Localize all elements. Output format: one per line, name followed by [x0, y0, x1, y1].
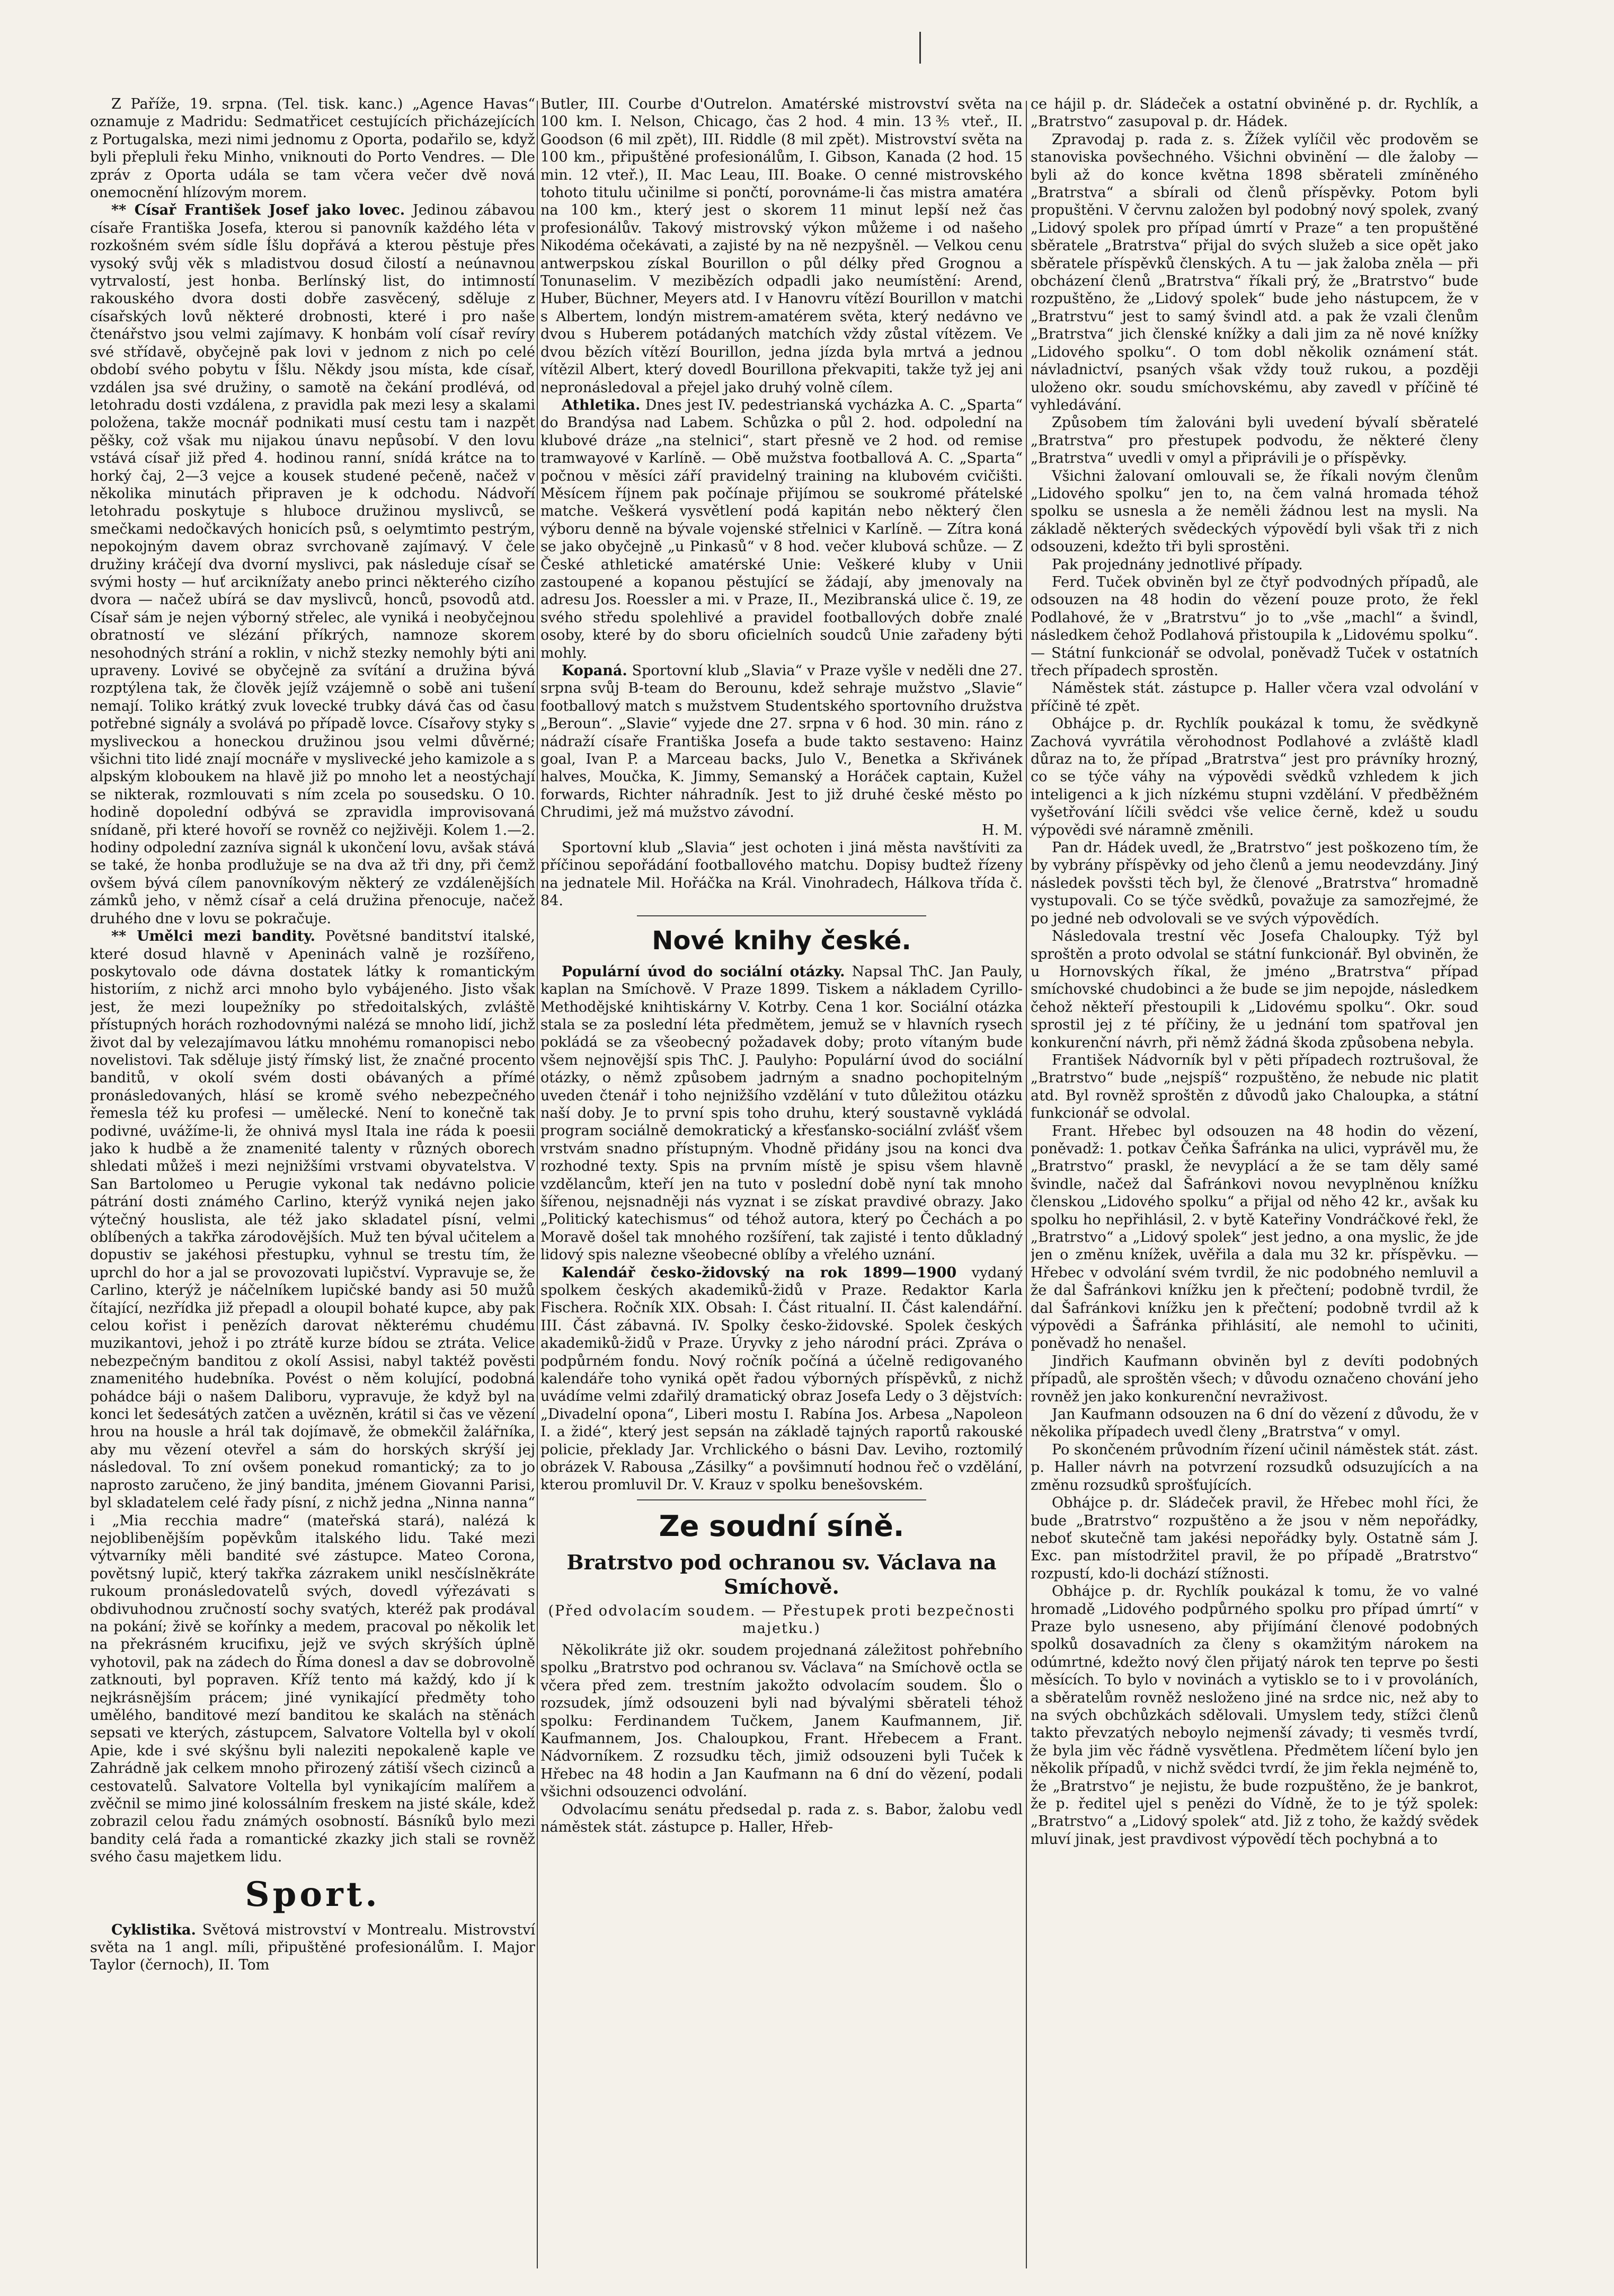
paragraph-c3-10: Následovala trestní věc Josefa Chaloupky. Týž byl sproštěn a proto odvolal se státní funkcionář. Byl obviněn, že u Hornovských říkal, že jméno „Bratrstva“ případ smíchovské chudobinci a že bude se jim nepojde, následkem čehož někteří přestoupili k „Lidovému spolku“. Okr. soud sprostil jej z té příčiny, že u jednání tom spatřoval jen konkurenční návrh, při němž žádná škoda způsobena nebyla. [1031, 928, 1478, 1051]
section-title-new-books: Nové knihy české. [652, 925, 911, 956]
text-book-social: Napsal ThC. Jan Pauly, kaplan na Smíchově. V Praze 1899. Tiskem a nákladem Cyrillo-Methodějské knihtiskárny V. Kotrby. Cena 1 kor. Sociální otázka stala se za poslední léta předmětem, jemuž se v hlavních rysech pokládá se za všeobecný požadavek doby; proto vítaným bude všem nejnovější spis ThC. J. Paulyho: Populární úvod do sociální otázky, o němž způsobem jadrným a snadno pochopitelným uveden čtenář i toho nejnižšího vzdělání v tuto důležitou otázku naší doby. Je to první spis toho druhu, který soustavně vykládá program sociálně demokratický a křesťansko-sociální zvlášť všem vrstvám snadno přístupným. Vhodně přidány jsou na konci dva rozhodné texty. Spis na prvním místě je spisu všem hlavně vzdělancům, kteří jen na tuto v poslední době nyní tak mnoho šířenou, nejsnadněji nás vyznat i se získat pravdivé obrazy. Jako „Politický katechismus“ od téhož autora, který po Čechách a po Moravě došel tak mnohého rozšíření, tak zajisté i tento důkladný lidový spis nalezne všeobecné oblíby a vřelého uznání. [540, 963, 1023, 1264]
article-title-bratrstvo: Bratrstvo pod ochranou sv. Václava na Smíchově. [566, 1550, 997, 1599]
text-artists-bandits: Povětsné banditství italské, které dosud hlavně v Apeninách valně je rozšířeno, poskytovalo ode dávna dostatek látky k romantickým historiím, z nichž arci mnoho bylo vybájeného. Jisto však jest, že mezi loupežníky po středoitalských, zvláště přístupných horách rozhodovnými nalézá se mnoho lidí, jichž život dal by velezajímavou látku mnohému romanopisci nebo novelistovi. Tak sděluje jistý římský list, že značné procento banditů, v okolí svém dosti obávaných a přímé pronásledovaných, hlásí se kromě svého nebezpečného řemesla též ku profesi — umělecké. Není to konečně tak podivné, uvážíme-li, že ohnivá mysl Itala ine ráda k poesii jako k hudbě a že znamenité talenty v různých oborech shledati můžeš i mezi nejnižšími vrstvami obyvatelstva. V San Bartolomeo u Perugie vykonal tak nedávno policie pátrání dosti známého Carlino, kterýž vyniká nejen jako výtečný houslista, ale též jako skladatel písní, velmi oblíbených a takřka zárodovějších. Muž ten býval učitelem a dopustiv se jakéhosi přestupku, vyhnul se trestu tím, že uprchl do hor a jal se provozovati lupičství. Vypravuje se, že Carlino, kterýž je náčelníkem lupičské bandy asi 50 mužů čítající, nezřídka již přepadl a oloupil bohaté kupce, aby pak celou kořist i penězích darovat některému chudému muzikantovi, jehož i po ztrátě kurze bídou se ztráta. Velice nebezpečným banditou z okolí Assisi, nabyl taktéž pověsti znamenitého hudebníka. Povést o něm kolující, podobná pohádce báji o našem Daliboru, vypravuje, že když byl na konci let šedesátých zatčen a uvězněn, krátil si čas ve vězení hrou na housle a hrál tak dojímavě, že obmekčil žalářníka, aby mu vězení otevřel a sám do horských skrýší jej následoval. To zní ovšem ponekud romantický; za to jo naprosto zaručeno, že jiný bandita, jménem Giovanni Parisi, byl skladatelem celé řady písní, z nichž jedna „Ninna nanna“ i „Mia recchia madre“ (mateřská stará), nalézá k nejoblibenějším popěvkům italského lidu. Také mezi výtvarníky měli bandité své zástupce. Mateo Corona, povětsný lupič, který takřka zázrakem unikl nesčíslněkráte rukoum pronásledovatelů svých, dovedl výřezávati s obdivuhodnou zručností sochy svatých, kteréž pak prodával na pokání; živě se kořínky a medem, pracoval po několik let na překrásném krucifixu, jejž ve svých skrýších úplně vyhotovil, pak na zádech do Říma donesl a dav se dobrovolně zatknouti, byl popraven. Kříž tento má každý, kdo jí k nejkrásnějším prácem; jiné vynikající předměty toho umělého, banditové mezí banditou ke skalách na stěnách sepsati ve kterých, zástupcem, Salvatore Voltella byl v okolí Apie, kde i své skýšnu byli naleziti nepokaleně kaple ve Zahrádně jak celkem mnoho přirozený zátiší všech cizinců a cestovatelů. Salvatore Voltella byl vynikajícím malířem a zvěčnil se mimo jiné kolossálním freskem na jisté skále, kdež zobrazil celou řadu známých osobností. Básníků bylo mezi bandity celá řada a romantické zkazky jich stali se rovněž svého času majetkem lidu. [90, 928, 535, 1866]
paragraph-c3-4: Všichni žalovaní omlouvali se, že říkali novým členům „Lidového spolku“ jen to, na čem valná hromada téhož spolku se usnesla a že neměli žádnou lest na mysli. Na základě některých svědeckých výpovědí byli však tři z nich odsouzeni, kdežto tři byli sprostěni. [1031, 467, 1478, 555]
heading-artists-bandits: ** Umělci mezi bandity. [111, 928, 316, 945]
section-title-court: Ze soudní síně. [659, 1509, 904, 1543]
text-athletics: Dnes jest IV. pedestrianská vycházka A. C. „Sparta“ do Brandýsa nad Labem. Schůzka o půl 2. hod. odpolední na klubové dráze „na stelnici“, start přesně ve 2 hod. od remise tramwayové v Karlíně. — Obě mužstva footballová A. C. „Sparta“ počnou v měsíci září pravidelný training na klubovém cvičišti. Měsícem říjnem pak počínaje přijímou se soukromé přátelské matche. Veškerá vysvětlení podá kapitán nebo některý člen výboru denně na bývale vojenské střelnici v Karlíně. — Zítra koná se jako obyčejně „u Pinkasů“ v 8 hod. večer klubová schůze. — Z České athletické amatérské Unie: Veškeré kluby v Unii zastoupené a kopanou pěstující se žádají, aby jmenovaly na adresu Jos. Roessler a mi. v Praze, II., Mezibranská ulice č. 19, ze svého středu spolehlivé a pravidel footballových dobře znalé osoby, které by do sboru oficielních soudců Unie zařadeny býti mohly. [540, 396, 1023, 661]
column-1 [90, 95, 535, 2274]
paragraph-c3-1: ce hájil p. dr. Sládeček a ostatní obviněné p. dr. Rychlík, a „Bratrstvo“ zasupoval p. dr. Hádek. [1031, 96, 1478, 130]
paragraph-c3-17: Obhájce p. dr. Rychlík poukázal k tomu, že vo valné hromadě „Lidového podpůrného spolku pro případ úmrtí“ v Praze bylo usneseno, aby přijímání členové podobných spolků dosavadních za členy s okamžitým nárokem na odúmrtné, kdežto nový člen přijatý nárok ten teprve po šesti měsících. To bylo v novinách a vytisklo se to i v provoláních, a sběratelům rovněž nesloženo jiné na srdce nic, než aby to na svých obchůzkách sdělovali. Umyslem tedy, stížci členů takto převzatých neboylo nejmenší závady; ti vesměs tvrdí, že byla jim věc řádně vysvětlena. Předmětem líčení bylo jen několik případů, v nichž svědci tvrdí, že jim řekla nejméně to, že „Bratrstvo“ je nejistu, že bude rozpuštěno, že je bankrot, že p. ředitel ujel s penězi do Vídně, že to je týž spolek: „Bratrstvo“ a „Lidový spolek“ atd. Již z toho, že každý svědek mluví jinak, jest pravdivost výpovědí těch pochybná a to [1031, 1583, 1478, 1848]
paragraph-emperor-hunting [90, 201, 535, 928]
signature: H. M. [982, 822, 1023, 838]
page-mark [919, 32, 921, 64]
column-rule-1 [537, 101, 538, 2268]
heading-book-calendar: Kalendář česko-židovský na rok 1899—1900 [562, 1264, 957, 1281]
paragraph-cycling [90, 1921, 535, 1974]
heading-book-social: Populární úvod do sociální otázky. [562, 963, 845, 980]
heading-cycling: Cyklistika. [111, 1921, 196, 1938]
paragraph-c3-5: Pak projednány jednotlivé případy. [1052, 556, 1303, 573]
paragraph-c3-16: Obhájce p. dr. Sládeček pravil, že Hřebec mohl říci, že bude „Bratrstvo“ rozpuštěno a že jsou v něm nepořádky, neboť skutečně tam jakési nepořádky byly. Ostatně sám J. Exc. pan místodržitel pravil, že po případě „Bratrstvo“ rozpustí, kdo-li dochází stížnosti. [1031, 1495, 1478, 1582]
paragraph-book-calendar [540, 1264, 1023, 1494]
paragraph-c3-6: Ferd. Tuček obviněn byl ze čtyř podvodných případů, ale odsouzen na 48 hodin do vězení pouze proto, že řekl Podlahové, že v „Bratrstvu“ jo to „vše „machl“ a švindl, následkem čehož Podlahová přistoupila k „Lidovému spolku“. — Státní funkcionář se odvolal, poněvadž Tuček v ostatních třech případech sprostěn. [1031, 573, 1478, 679]
paragraph-c3-14: Jan Kaufmann odsouzen na 6 dní do vězení z důvodu, že v několika případech uvedl členy „Bratrstva“ v omyl. [1031, 1406, 1478, 1441]
article-subtitle-note: (Před odvolacím soudem. — Přestupek proti bezpečnosti majetku.) [548, 1602, 1015, 1637]
section-divider [637, 915, 926, 916]
paragraph-artists-bandits [90, 928, 535, 1866]
paragraph-football [540, 662, 1023, 822]
section-title-sport: Sport. [245, 1874, 380, 1914]
heading-athletics: Athletika. [562, 396, 641, 413]
paragraph-c3-8: Obhájce p. dr. Rychlík poukázal k tomu, že svědkyně Zachová vyvrátila věrohodnost Podlahové a zvláště kladl důraz na to, že případ „Bratrstva“ jest pro právníky hrozný, co se týče váhy na výpovědi svědků vzhledem k jich inteligenci a k jich nízkému stupni vzdělání. V předběžném vyšetřování líčili svědci vše velice černě, kdež u soudu výpovědi své náramně změnili. [1031, 716, 1478, 838]
text-emperor-hunting: Jedinou zábavou císaře Františka Josefa, kterou si panovník každého léta v rozkošném svém sídle Íšlu dopřává a kterou pěstuje přes vysoký svůj věk s mladistvou dosud čilostí a neúnavnou vytrvalostí, jest honba. Berlínský list, do intimností rakouského dvora dosti dobře zasvěcený, sděluje z císařských lovů některé drobnosti, které i pro naše čtenářstvo jsou velmi zajímavy. K honbám volí císař revíry své střídavě, obyčejně pak lovi v jednom z nich po celé období svého pobytu v Íšlu. Někdy jsou místa, kde císař, vzdálen jsa své družiny, o samotě na čekání prodlévá, od letohradu dosti vzdálena, z pravidla pak mezi lesy a skalami položena, takže mocnář podnikati musí cestu tam i nazpět pěšky, což však mu nijakou únavu nepůsobí. V den lovu vstává císař již před 4. hodinou ranní, snídá krátce na to horký čaj, 2—3 vejce a kousek studené pečeně, načež v několika minutách připraven je k odchodu. Nádvoří letohradu poskytuje s hluboce družinou myslivců, se smečkami nedočkavých honicích psů, s oelymtimto pestrým, nepokojným davem obraz svrchovaně zajímavý. V čele družiny kráčejí dva dvorní myslivci, pak následuje císař se svými hosty — huť arciknížaty anebo princi některého cizího dvora — načež ubírá se dav myslivců, honců, psovodů atd. Císař sám je nejen výborný střelec, ale vyniká i neobyčejnou obratností ve slézání příkrých, namnoze skorem nesohodných strání a roklin, v nichž stezky nemohly býti ani upraveny. Lovivé se obyčejně za svítání a družina bývá rozptýlena tak, že člověk jejíž vzájemně o sobě ani tušení nemají. Toliko krátký zvuk lovecké trubky dává čas od času potřebné signály a svolává po případě lovce. Císařovy styky s mysliveckou a honeckou družinou jsou velmi důvěrné; všichni tito lidé znají mocnáře v myslivecké jeho kamizole a s alpským kloboukem na hlavě již po mnoho let a neostýchají se nikterak, rozmlouvati s ním zcela po sousedsku. O 10. hodině dopolední odbývá se zpravidla improvisovaná snídaně, při které hovoří se rovněž co nejživěji. Kolem 1.—2. hodiny odpolední zazníva signál k ukončení lovu, avšak stává se také, že honba prodlužuje se na dva až tři dny, při čemž ovšem bývá cílem panovníkovým některý ze vzdálenějších zámků jeho, v němž císař a celá družina přenocuje, načež druhého dne v lovu se pokračuje. [90, 202, 535, 927]
paragraph-c3-11: František Nádvorník byl v pěti případech roztrušoval, že „Bratrstvo“ bude „nejspíš“ rozpuštěno, že nebude nic platit atd. Byl rovněž sproštěn z důvodů jako Chaloupka, a státní funkcionář se odvolal. [1031, 1052, 1478, 1122]
paragraph-c3-15: Po skončeném průvodním řízení učinil náměstek stát. zást. p. Haller návrh na potvrzení rozsudků odsuzujících a na změnu rozsudků sprošťujících. [1031, 1441, 1478, 1494]
column-3 [1031, 95, 1478, 2274]
paragraph-c3-13: Jindřich Kaufmann obviněn byl z devíti podobných případů, ale sproštěn všech; v důvodu označeno chování jeho rovněž jen jako konkurenční nevraživost. [1031, 1353, 1478, 1405]
text-football: Sportovní klub „Slavia“ v Praze vyšle v neděli dne 27. srpna svůj B-team do Berounu, kdež sehraje mužstvo „Slavie“ footballový match s mužstvem Studentského sportovního družstva „Beroun“. „Slavie“ vyjede dne 27. srpna v 6 hod. 30 min. ráno z nádraží císaře Františka Josefa a bude takto sestaveno: Hainz goal, Ivan P. a Marceau backs, Julo V., Benetka a Skřivánek halves, Moučka, K. Jimmy, Semanský a Horáček captain, Kužel forwards, Richter náhradník. Jest to již druhé české město po Chrudimi, jež má mužstvo závodní. [540, 663, 1023, 821]
paragraph-slavia: Sportovní klub „Slavia“ jest ochoten i jiná města navštíviti za příčinou sepořádání footballového matchu. Dopisy budtež řízeny na jednatele Mil. Hořáčka na Král. Vinohradech, Hálkova třída č. 84. [540, 840, 1023, 909]
heading-football: Kopaná. [562, 663, 627, 679]
section-divider-2 [637, 1499, 926, 1500]
paragraph-cycling-cont: Butler, III. Courbe d'Outrelon. Amatérské mistrovství světa na 100 km. I. Nelson, Chicago, čas 2 hod. 4 min. 13⅗ vteř., II. Goodson (6 mil zpět), III. Riddle (8 mil zpět). Mistrovství světa na 100 km., připuštěné profesionálům, I. Gibson, Kanada (2 hod. 15 min. 12 vteř.), II. Mac Leau, III. Boake. O cenné mistrovského tohoto titulu učinilme si pončtí, porovnáme-li čas mistra amatéra na 100 km., který jest o skorem 11 minut lepší než čas profesionálův. Takový mistrovský výkon můžeme i od našeho Nikodéma očekávati, a zajisté by na ně nezpyšněl. — Velkou cenu antwerpskou získal Bourillon o půl délky před Grognou a Tonunaselim. V mezibězích odpadli jako neumístění: Arend, Huber, Büchner, Meyers atd. I v Hanovru vítězí Bourillon v matchi s Albertem, londýn mistrem-amatérem světa, který nedávno ve dvou s Huberem potádaných matchích vždy zůstal vítězem. Ve dvou bězích vítězí Bourillon, jedna jízda byla mrtvá a jednou vítězil Albert, který dovedl Bourillona překvapiti, takže tyž jej ani nepronásledoval a přejel jako druhý volně cílem. [540, 96, 1023, 396]
column-2 [540, 95, 1023, 2274]
heading-emperor-hunting: ** Císař František Josef jako lovec. [111, 202, 405, 219]
paragraph-c3-9: Pan dr. Hádek uvedl, že „Bratrstvo“ jest poškozeno tím, že by vybrány příspěvky od jeho členů a jemu neodevzdány. Jiný následek povšsti těch byl, že členové „Bratrstva“ hromadně vystupovali. Co se týče svědků, považuje za samozřejmé, že po jedné neb odvolovali se ve svých výpovědích. [1031, 840, 1478, 927]
paragraph-c3-12: Frant. Hřebec byl odsouzen na 48 hodin do vězení, poněvadž: 1. potkav Čeňka Šafránka na ulici, vyprávěl mu, že „Bratrstvo“ praskl, že nevyplácí a že se tam děly samé švindle, načež dal Šafránkovi novou nevyplněnou knížku členskou „Lidového spolku“ a přijal od něho 42 kr., avšak ku spolku ho nepřihlásil, 2. v bytě Kateřiny Vondráčkové řekl, že „Bratrstvo“ a „Lidový spolek“ jest jedno, a ona myslic, že jde jen o změnu knížek, uvěřila a dala mu 32 kr. příspěvku. — Hřebec v odvolání svém tvrdil, že nic podobného nemluvil a že dal Šafránkovi knížku jen k přečtení; podobně tvrdil, že dal Šafránkovi knížku jen k přečtení; podobně tvrdil až k výpovědi a Šafránka přihlásití, ale nemohl to učiniti, poněvadž ho nenašel. [1031, 1123, 1478, 1352]
paragraph-c3-2: Zpravodaj p. rada z. s. Žížek vylíčil věc prodověm se stanoviska povšechného. Všichni obvinění — dle žaloby — byli až do konce května 1898 sběrateli zmíněného „Bratrstva“ a sbírali od členů příspěvky. Potom byli propuštěni. V červnu založen byl podobný nový spolek, zvaný „Lidový spolek pro případ úmrtí v Praze“ a ten propuštěné sběratele „Bratrstva“ přijal do svých služeb a sice opět jako sběratele příspěvků členských. A tu — jak žaloba zněla — při obcházení členů „Bratrstva“ říkali prý, že „Bratrstvo“ bude rozpuštěno, že „Lidový spolek“ bude jeho nástupcem, že v „Bratrstvu“ jest to samý švindl atd. a pak že vzali členům „Bratrstva“ jich členské knížky a dali jim za ně nové knížky „Lidového spolku“. O tom dobl několik oznámení stát. návladnictví, psaných však vždy touž rukou, a později uloženo okr. soudu smíchovskému, aby zavedl v příčině té vyhledávání. [1031, 131, 1478, 413]
paragraph-book-social [540, 963, 1023, 1264]
paragraph-court-1: Několikráte již okr. soudem projednaná záležitost pohřebního spolku „Bratrstvo pod ochranou sv. Václava“ na Smíchově octla se včera před zem. trestním jakožto odvolacím soudem. Šlo o rozsudek, jímž odsouzeni byli nad bývalými sběrateli téhož spolku: Ferdinandem Tučkem, Janem Kaufmannem, Jiř. Kaufmannem, Jos. Chaloupkou, Frant. Hřebecem a Frant. Nádvorníkem. Z rozsudku těch, jimiž odsouzeni byli Tuček k Hřebec na 48 hodin a Jan Kaufmann na 6 dní do vězení, podali všichni odsouzenci odvolání. [540, 1641, 1023, 1800]
paragraph-c3-3: Způsobem tím žalováni byli uvedení bývalí sběratelé „Bratrstva“ pro přestupek podvodu, že některé členy „Bratrstva“ uvedli v omyl a připrávili je o příspěvky. [1031, 414, 1478, 467]
text-cycling: Světová mistrovství v Montrealu. Mistrovství světa na 1 angl. míli, připuštěné profesionálům. I. Major Taylor (černoch), II. Tom [90, 1921, 535, 1974]
paragraph-athletics [540, 396, 1023, 662]
paragraph-plague-news: Z Paříže, 19. srpna. (Tel. tisk. kanc.) „Agence Havas“ oznamuje z Madridu: Sedmatřicet cestujících přicházejících z Portugalska, mezi nimi jednomu z Oporta, podařilo se, když byli přepluli řeku Minho, vniknouti do Porto Vendres. — Dle zpráv z Oporta udála se tam včera večer dvě nová onemocnění hlízovým morem. [90, 96, 535, 201]
text-book-calendar: vydaný spolkem českých akademiků-židů v Praze. Redaktor Karla Fischera. Ročník XIX. Obsah: I. Část ritualní. II. Část kalendářní. III. Část zábavná. IV. Spolky česko-židovské. Spolek českých akademiků-židů v Praze. Úryvky z jeho národní práci. Zpráva o podpůrném fondu. Nový ročník počíná a účelně redigovaného kalendáře toho vyniká opět řadou výborných příspěvků, z nichž uvádíme velmi zdařilý dramatický obraz Josefa Ledy o 3 dějstvích: „Divadelní opona“, Liberi mostu I. Rabína Jos. Arbesa „Napoleon I. a židé“, který jest sepsán na základě tajných raportů rakouské policie, překlady Jar. Vrchlického o básni Dav. Leviho, roztomilý obrázek V. Rabousa „Zásilky“ a povšimnutí hodnou řeč o vzdělání, kterou promluvil Dr. V. Krauz v spolku benešovském. [540, 1264, 1023, 1494]
column-rule-2 [1026, 101, 1027, 2268]
paragraph-court-2: Odvolacímu senátu předsedal p. rada z. s. Babor, žalobu vedl náměstek stát. zástupce p. Haller, Hřeb- [540, 1801, 1023, 1835]
paragraph-c3-7: Náměstek stát. zástupce p. Haller včera vzal odvolání v příčině té zpět. [1031, 680, 1478, 714]
